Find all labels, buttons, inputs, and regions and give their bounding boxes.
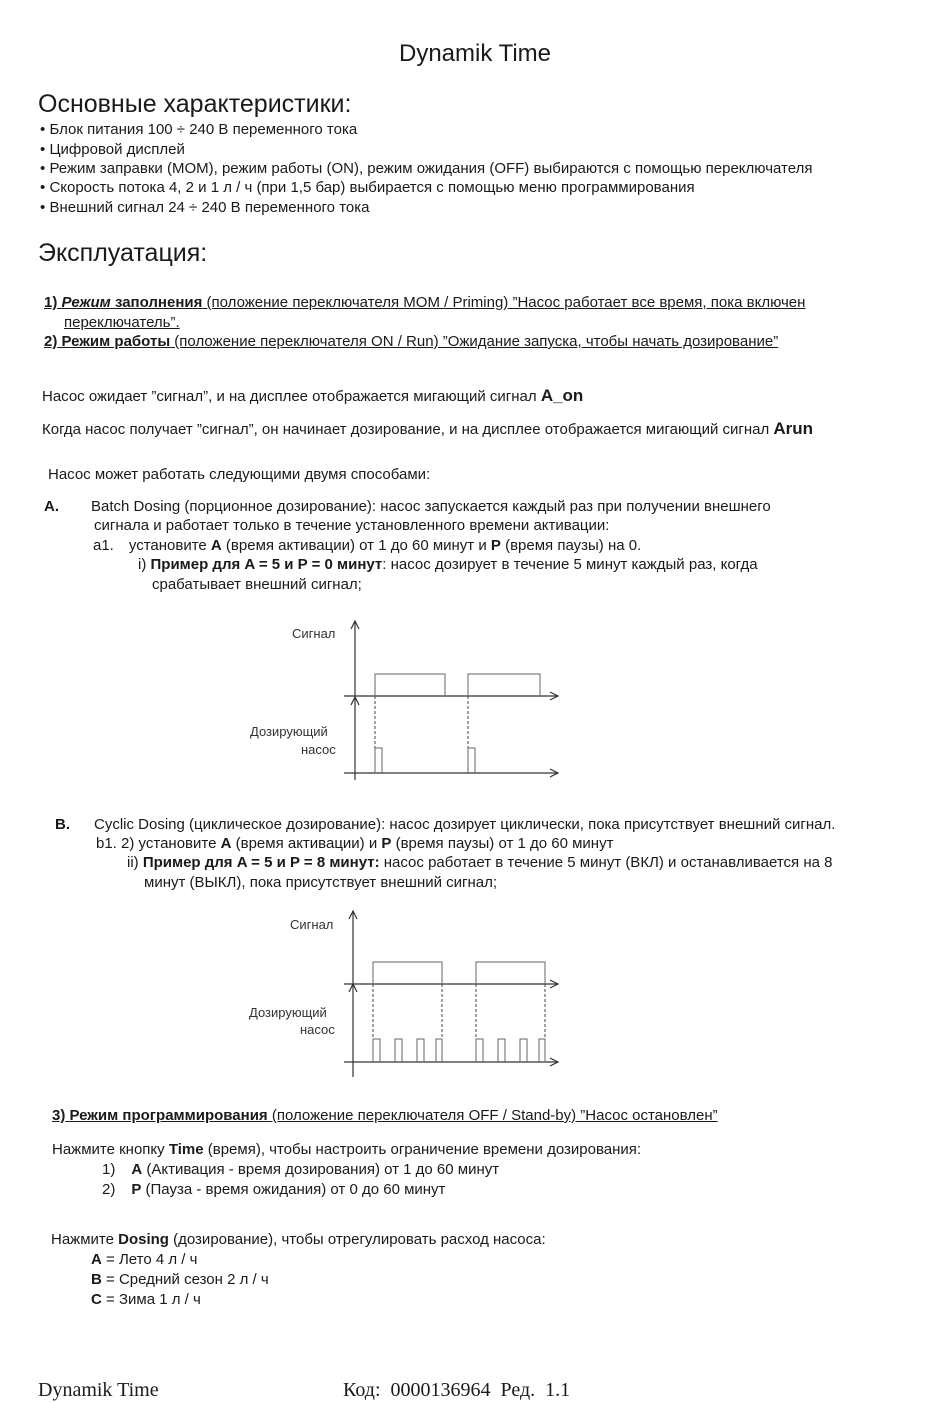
section-b-line1: Cyclic Dosing (циклическое дозирование): насос дозирует циклически, пока присутствует внешний сигнал. xyxy=(94,816,836,833)
pump-waveform xyxy=(373,1039,545,1062)
list-item: 2) P (Пауза - время ожидания) от 0 до 60 минут xyxy=(102,1181,446,1198)
list-item: B = Средний сезон 2 л / ч xyxy=(91,1271,269,1288)
sync-lines xyxy=(373,984,545,1062)
bullet: • xyxy=(40,179,46,196)
axes xyxy=(344,621,558,780)
footer-code: Код: 0000136964 Ред. 1.1 xyxy=(343,1379,571,1401)
section-b-example: ii) Пример для A = 5 и P = 8 минут: насос работает в течение 5 минут (ВКЛ) и останавливается на 8 xyxy=(127,854,833,871)
bullet: • xyxy=(40,199,46,216)
timing-diagram-cyclic xyxy=(240,905,570,1080)
run-signal-text: Когда насос получает ”сигнал”, он начинает дозирование, и на дисплее отображается мигающий сигнал Arun xyxy=(42,419,814,438)
signal-label: Сигнал xyxy=(292,626,336,641)
time-key: Time xyxy=(168,1141,204,1158)
display-code-arun: Arun xyxy=(773,419,814,438)
wait-signal-text: Насос ожидает ”сигнал”, и на дисплее отображается мигающий сигнал A_on xyxy=(42,386,584,405)
section-b-sub: b1. 2) установите A (время активации) и P (время паузы) от 1 до 60 минут xyxy=(96,835,614,852)
list-item: • Скорость потока 4, 2 и 1 л / ч (при 1,5 бар) выбирается с помощью меню программирования xyxy=(40,179,695,196)
operation-heading: Эксплуатация: xyxy=(38,239,208,267)
bullet: • xyxy=(40,121,46,138)
list-item: 1) A (Активация - время дозирования) от 1 до 60 минут xyxy=(102,1161,500,1178)
bullet: • xyxy=(40,141,46,158)
section-a-sub: a1. установите A (время активации) от 1 до 60 минут и P (время паузы) на 0. xyxy=(93,537,642,554)
timing-diagram-batch xyxy=(240,615,570,790)
display-code-aon: A_on xyxy=(540,386,584,405)
signal-waveform xyxy=(373,962,545,984)
section-a-line1: Batch Dosing (порционное дозирование): насос запускается каждый раз при получении внешнего xyxy=(91,498,771,515)
list-item: • Внешний сигнал 24 ÷ 240 В переменного тока xyxy=(40,199,370,216)
pump-label-2: насос xyxy=(300,1022,335,1037)
dosing-intro: Нажмите Dosing (дозирование), чтобы отрегулировать расход насоса: xyxy=(51,1231,546,1248)
page-title: Dynamik Time xyxy=(398,40,552,67)
pump-label-2: насос xyxy=(301,742,336,757)
list-item: • Цифровой дисплей xyxy=(40,141,185,158)
list-item: C = Зима 1 л / ч xyxy=(91,1291,201,1308)
pump-waveform xyxy=(375,748,475,773)
section-a-line2: сигнала и работает только в течение установленного времени активации: xyxy=(94,517,610,534)
footer-title: Dynamik Time xyxy=(38,1379,159,1401)
mode3-line: 3) Режим программирования (положение переключателя OFF / Stand-by) ”Насос остановлен” xyxy=(52,1107,718,1124)
pump-label-1: Дозирующий xyxy=(250,724,328,739)
ways-text: Насос может работать следующими двумя способами: xyxy=(48,466,431,483)
features-heading: Основные характеристики: xyxy=(38,90,352,118)
section-a-example-cont: срабатывает внешний сигнал; xyxy=(152,576,362,593)
section-a-letter: A. xyxy=(44,498,59,515)
time-intro: Нажмите кнопку Time (время), чтобы настроить ограничение времени дозирования: xyxy=(52,1141,642,1158)
signal-label: Сигнал xyxy=(290,917,334,932)
list-item: A = Лето 4 л / ч xyxy=(91,1251,198,1268)
sync-lines xyxy=(375,696,468,773)
section-b-letter: B. xyxy=(55,816,70,833)
mode2-line: 2) Режим работы (положение переключателя ON / Run) ”Ожидание запуска, чтобы начать дозирование” xyxy=(44,333,779,350)
axes xyxy=(344,911,558,1077)
bullet: • xyxy=(40,160,46,177)
dosing-key: Dosing xyxy=(118,1231,169,1248)
list-item: • Режим заправки (МОМ), режим работы (ON), режим ожидания (OFF) выбираются с помощью переключателя xyxy=(40,160,813,177)
pump-label-1: Дозирующий xyxy=(249,1005,327,1020)
signal-waveform xyxy=(375,674,540,696)
section-b-example-cont: минут (ВЫКЛ), пока присутствует внешний сигнал; xyxy=(144,874,498,891)
section-a-example: i) Пример для A = 5 и P = 0 минут: насос дозирует в течение 5 минут каждый раз, когда xyxy=(138,556,758,573)
mode1-continuation: переключатель”. xyxy=(64,314,180,331)
mode1-line: 1) Режим заполнения (положение переключателя MOM / Priming) ”Насос работает все время, пока включен xyxy=(44,294,806,311)
list-item: • Блок питания 100 ÷ 240 В переменного тока xyxy=(40,121,358,138)
